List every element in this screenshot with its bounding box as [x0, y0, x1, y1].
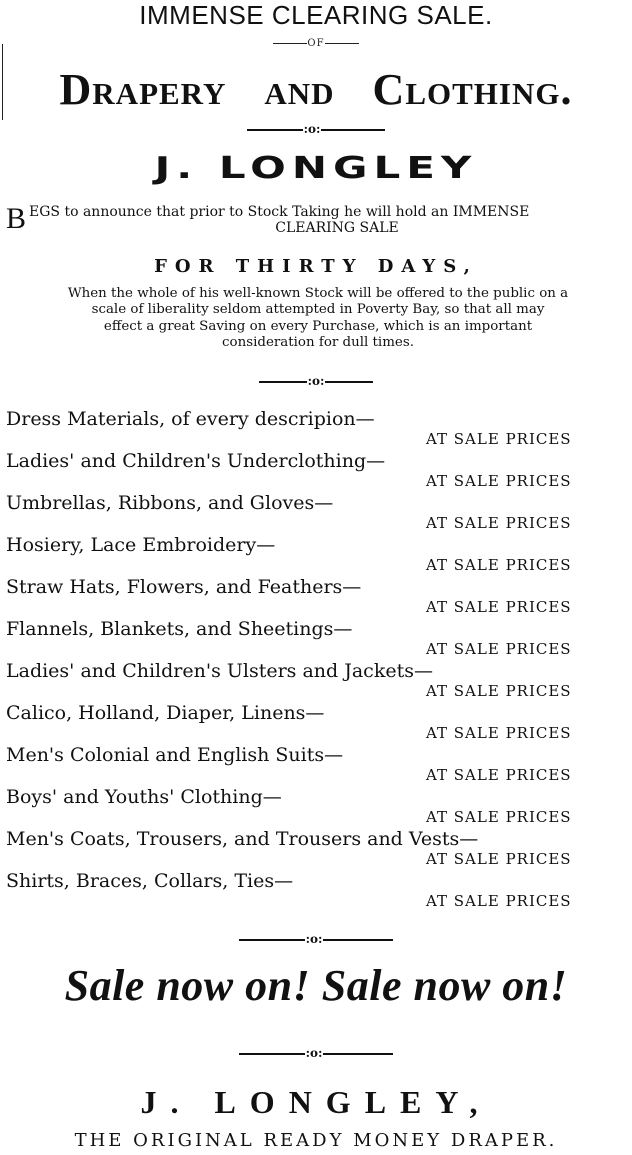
divider-line: [247, 129, 303, 131]
item-name: Calico, Holland, Diaper, Linens—: [6, 702, 325, 724]
divider-line: [323, 1053, 393, 1055]
body-line-1: When the whole of his well-known Stock will be offered to the public on a: [67, 286, 569, 301]
item-name: Men's Colonial and English Suits—: [6, 744, 344, 766]
list-item: [6, 408, 626, 450]
list-item: [6, 786, 626, 828]
item-price: AT SALE PRICES: [426, 472, 572, 490]
list-item: [6, 492, 626, 534]
drop-cap: B: [6, 202, 27, 235]
of-connector: [0, 38, 632, 49]
item-price: AT SALE PRICES: [426, 766, 572, 784]
item-price: AT SALE PRICES: [426, 430, 572, 448]
divider-4: [0, 1046, 632, 1060]
list-item: [6, 828, 626, 870]
divider-line: [239, 939, 305, 941]
list-item: [6, 660, 626, 702]
headline: [0, 64, 632, 115]
item-name: Boys' and Youths' Clothing—: [6, 786, 282, 808]
list-item: [6, 534, 626, 576]
item-name: Straw Hats, Flowers, and Feathers—: [6, 576, 362, 598]
item-name: Flannels, Blankets, and Sheetings—: [6, 618, 353, 640]
item-name: Hosiery, Lace Embroidery—: [6, 534, 276, 556]
item-name: Ladies' and Children's Ulsters and Jackets—: [6, 660, 433, 682]
intro-paragraph: [6, 204, 628, 236]
list-item: [6, 450, 626, 492]
item-price: AT SALE PRICES: [426, 514, 572, 532]
divider-line: [321, 129, 385, 131]
headline-word-2: and: [264, 65, 335, 114]
divider-line: [325, 381, 373, 383]
body-line-3: effect a great Saving on every Purchase, which is an important: [103, 318, 533, 334]
divider-mark: :o:: [303, 122, 321, 136]
list-item: [6, 870, 626, 912]
body-paragraph: [6, 286, 630, 351]
item-price: AT SALE PRICES: [426, 598, 572, 616]
item-price: AT SALE PRICES: [426, 850, 572, 868]
body-line-4: consideration for dull times.: [222, 334, 414, 350]
divider-mark: :o:: [305, 1046, 323, 1060]
list-item: [6, 744, 626, 786]
item-price: AT SALE PRICES: [426, 808, 572, 826]
body-line-2: scale of liberality seldom attempted in Poverty Bay, so that all may: [91, 302, 545, 318]
thirty-days-line: FOR THIRTY DAYS,: [154, 256, 478, 277]
item-price: AT SALE PRICES: [426, 682, 572, 700]
sale-now-banner: Sale now on! Sale now on!: [64, 961, 568, 1010]
intro-line-2: CLEARING SALE: [275, 220, 399, 236]
item-price: AT SALE PRICES: [426, 640, 572, 658]
item-name: Umbrellas, Ribbons, and Gloves—: [6, 492, 334, 514]
headline-word-1: Drapery: [59, 65, 227, 114]
bottom-brand-name: J. LONGLEY,: [140, 1084, 492, 1120]
brand-name: J. LONGLEY: [154, 150, 478, 186]
of-dash-left: [273, 43, 307, 44]
list-item: [6, 576, 626, 618]
divider-3: [0, 932, 632, 946]
of-word: OF: [307, 38, 325, 49]
item-name: Shirts, Braces, Collars, Ties—: [6, 870, 294, 892]
item-name: Men's Coats, Trousers, and Trousers and Vests—: [6, 828, 479, 850]
top-title: IMMENSE CLEARING SALE.: [139, 0, 493, 30]
divider-line: [323, 939, 393, 941]
of-dash-right: [325, 43, 359, 44]
divider-mark: :o:: [307, 374, 325, 388]
divider-2: [0, 374, 632, 388]
item-name: Ladies' and Children's Underclothing—: [6, 450, 386, 472]
intro-line-1: EGS to announce that prior to Stock Taking he will hold an IMMENSE: [29, 204, 530, 220]
list-item: [6, 702, 626, 744]
divider-mark: :o:: [305, 932, 323, 946]
headline-word-3: Clothing.: [372, 65, 573, 114]
item-price: AT SALE PRICES: [426, 892, 572, 910]
list-item: [6, 618, 626, 660]
divider-line: [259, 381, 307, 383]
tagline: THE ORIGINAL READY MONEY DRAPER.: [74, 1130, 558, 1151]
divider-1: [0, 122, 632, 136]
item-price: AT SALE PRICES: [426, 724, 572, 742]
item-name: Dress Materials, of every descripion—: [6, 408, 375, 430]
divider-line: [239, 1053, 305, 1055]
item-price: AT SALE PRICES: [426, 556, 572, 574]
